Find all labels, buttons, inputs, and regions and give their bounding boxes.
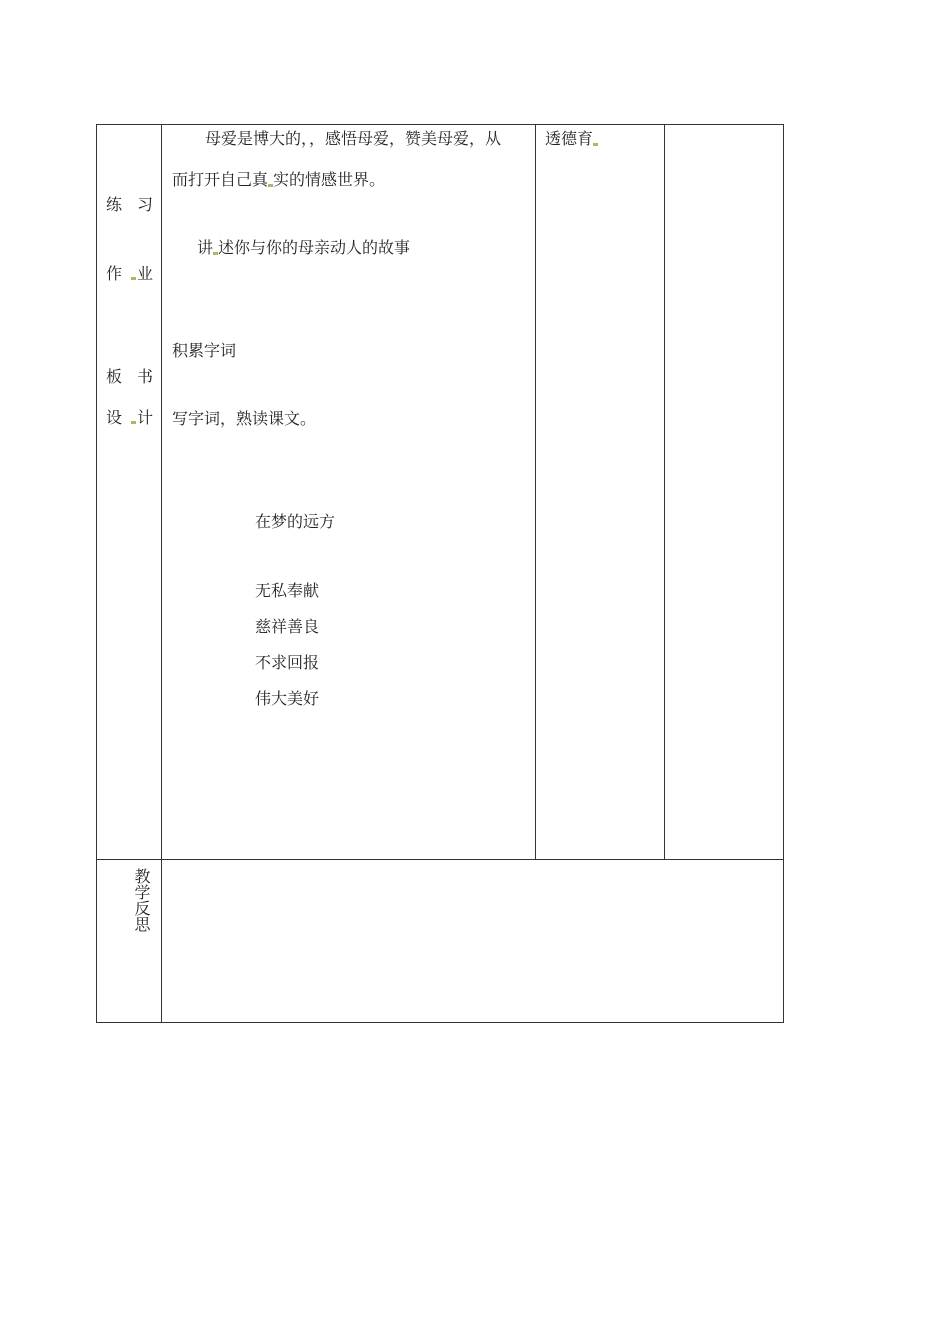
moral-education: [545, 129, 598, 149]
col-divider-1: [161, 124, 162, 1023]
label-zuo: 作: [106, 264, 123, 283]
board-item: 不求回报: [255, 653, 320, 672]
row-divider: [96, 859, 784, 860]
label-shu: 书: [137, 367, 154, 386]
label-ban: 板: [106, 367, 123, 386]
label-ji: 计: [137, 408, 154, 427]
homework-task: [197, 238, 410, 258]
para1-line2b: 实的情感世界。: [273, 170, 386, 189]
board-title: 在梦的远方: [255, 512, 336, 531]
para1-line2: [172, 170, 385, 190]
edit-mark: [131, 421, 136, 424]
reflection-label: 教学反思: [132, 868, 151, 932]
label-ye: 业: [137, 264, 154, 283]
homework-task-a: 讲: [197, 238, 214, 257]
col-divider-3: [664, 124, 665, 859]
label-she: 设: [106, 408, 123, 427]
edit-mark: [593, 143, 598, 146]
write-read: 写字词，熟读课文。: [172, 409, 317, 428]
accumulate-words: 积累字词: [172, 341, 237, 360]
board-item: 慈祥善良: [255, 617, 320, 636]
board-item: 无私奉献: [255, 581, 320, 600]
para1-line1: 母爱是博大的，，感悟母爱，赞美母爱，从: [205, 129, 502, 148]
moral-education-text: 透德育: [545, 129, 594, 148]
label-xi: 习: [137, 195, 154, 214]
para1-line2a: 而打开自己真: [172, 170, 269, 189]
edit-mark: [131, 277, 136, 280]
homework-task-b: 述你与你的母亲动人的故事: [218, 238, 411, 257]
lesson-table: [96, 124, 784, 1023]
col-divider-2: [535, 124, 536, 859]
label-lian: 练: [106, 195, 123, 214]
board-item: 伟大美好: [255, 689, 320, 708]
